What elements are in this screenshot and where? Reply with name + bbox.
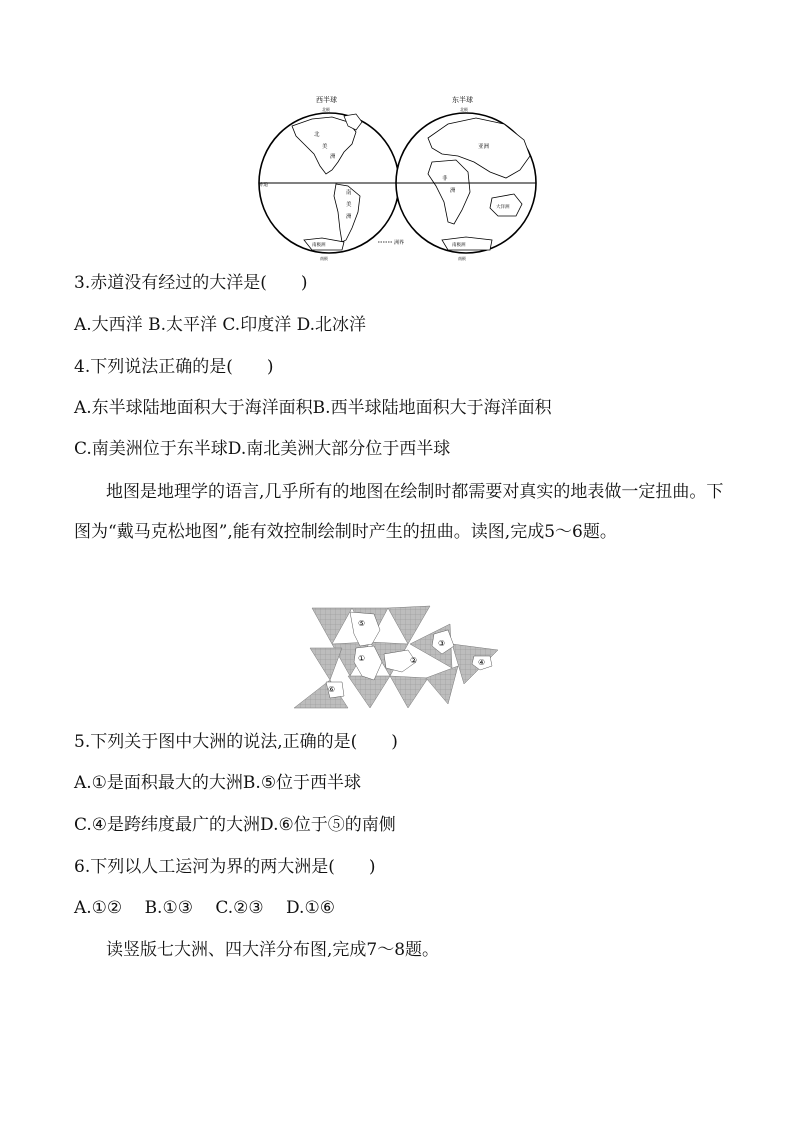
antarctica-label-east: 南极洲 [452, 243, 466, 248]
dymaxion-map [290, 604, 504, 710]
question-5-options-1: A.①是面积最大的大洲B.⑤位于西半球 [74, 773, 362, 793]
marker-6: ⑥ [328, 685, 336, 694]
antarctica-east-shape [442, 237, 492, 250]
boundary-legend [378, 239, 404, 246]
question-6-options: A.①② B.①③ C.②③ D.①⑥ [74, 898, 335, 918]
marker-1: ① [358, 654, 366, 663]
antarctica-label-west: 南极洲 [312, 243, 326, 248]
question-3: 3.赤道没有经过的大洋是( ) [74, 273, 308, 293]
na-label-mei: 美 [322, 144, 328, 150]
south-pole-label-west: 南极 [320, 256, 328, 261]
sa-label-nan: 南 [346, 190, 352, 196]
question-6: 6.下列以人工运河为界的两大洲是( ) [74, 857, 376, 877]
east-hemisphere [396, 113, 536, 261]
asia-label: 亚洲 [478, 144, 490, 150]
south-pole-label-east: 南极 [458, 256, 466, 261]
na-label-north: 北 [314, 132, 320, 138]
question-5-options-2: C.④是跨纬度最广的大洲D.⑥位于⑤的南侧 [74, 815, 396, 835]
question-3-options: A.大西洋 B.太平洋 C.印度洋 D.北冰洋 [74, 315, 367, 335]
boundary-legend-label: 洲界 [394, 240, 405, 246]
intro-paragraph-5-6: 地图是地理学的语言,几乎所有的地图在绘制时都需要对真实的地表做一定扭曲。下图为“戴马克松地图”,能有效控制绘制时产生的扭曲。读图,完成5～6题。 [74, 482, 724, 542]
question-5: 5.下列关于图中大洲的说法,正确的是( ) [74, 732, 398, 752]
na-label-zhou: 洲 [330, 154, 336, 160]
intro-7-8: 读竖版七大洲、四大洋分布图,完成7～8题。 [106, 940, 440, 960]
north-pole-label-west: 北极 [322, 107, 330, 112]
sa-label-mei: 美 [346, 202, 352, 208]
oceania-label: 大洋洲 [496, 205, 510, 210]
africa-label-fei: 非 [442, 176, 448, 182]
question-4-options-1: A.东半球陆地面积大于海洋面积B.西半球陆地面积大于海洋面积 [74, 398, 552, 418]
marker-4: ④ [478, 658, 486, 667]
sa-label-zhou: 洲 [346, 214, 352, 220]
equator-label: 赤道 [259, 183, 268, 188]
marker-5: ⑤ [358, 619, 366, 628]
north-pole-label-east: 北极 [460, 107, 468, 112]
east-hemisphere-title: 东半球 [452, 96, 473, 104]
hemisphere-map [252, 92, 552, 264]
question-4-options-2: C.南美洲位于东半球D.南北美洲大部分位于西半球 [74, 439, 451, 459]
marker-2: ② [410, 656, 418, 665]
west-hemisphere-title: 西半球 [316, 96, 337, 104]
marker-3: ③ [438, 639, 446, 648]
question-4: 4.下列说法正确的是( ) [74, 357, 274, 377]
africa-label-zhou: 洲 [450, 188, 456, 194]
west-hemisphere [259, 113, 399, 261]
